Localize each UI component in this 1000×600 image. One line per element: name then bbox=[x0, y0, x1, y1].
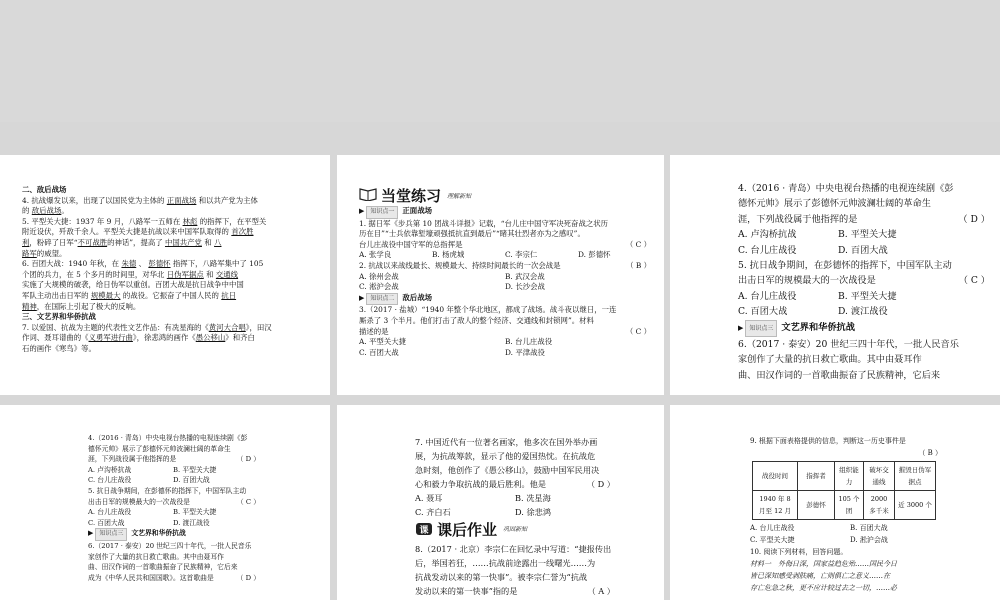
question-7: 7. 中国近代有一位著名画家，他多次在国外举办画 bbox=[415, 437, 598, 447]
knowledge-point-header: ▶ 知识点二 敌后战场 bbox=[359, 293, 659, 306]
table-header-cell: 摧毁日伪军据点 bbox=[895, 462, 936, 491]
answer-choice: （ D ） bbox=[958, 213, 990, 225]
question-9: 9. 根据下面表格提供的信息，判断这一历史事件是 bbox=[750, 437, 906, 445]
page-panel-6: 9. 根据下面表格提供的信息，判断这一历史事件是 （ B ） 战役时间 指挥者 组织能力 破坏交通线 摧毁日伪军据点 1940 年 8 月至 12 月 彭德怀 105 个团 2000 多千米 近 3000 个 A. 台儿庄战役 B. 百团大战 C. 平型关大捷 D. 淞沪会战 10. 阅读下列材料，回答问题。 材料一 外侮日深，国家益趋危殆……国民今日 皆已深知感受剥肤痛，亡则俱亡之意义……在 存亡危急之秋，更不应计较过去之一切，……必 bbox=[670, 405, 1000, 600]
options: C. 台儿庄战役 D. 百团大战 bbox=[88, 476, 210, 485]
table-header-row bbox=[753, 462, 936, 491]
answer-choice: （ B ） bbox=[918, 449, 942, 457]
table-header-cell: 破坏交通线 bbox=[864, 462, 895, 491]
question-2: 2. 抗战以来战线最长、规模最大、持续时间最长的一次会战是 （ B ） bbox=[359, 260, 651, 270]
answer-blank: 规模最大 bbox=[90, 290, 121, 300]
options: C. 百团大战 D. 平津战役 bbox=[359, 347, 545, 357]
data-table bbox=[752, 461, 936, 520]
options: A. 聂耳 B. 冼星海 bbox=[415, 493, 551, 503]
homework-icon bbox=[415, 521, 433, 539]
answer-blank: 敌后战场 bbox=[31, 206, 62, 216]
answer-choice: （ D ） bbox=[236, 455, 260, 464]
answer-choice: （ B ） bbox=[626, 260, 651, 270]
answer-blank: 路军 bbox=[22, 248, 37, 258]
question-8: 8.（2017 · 北京）李宗仁在回忆录中写道：“捷报传出 bbox=[415, 544, 612, 554]
answer-choice: （ C ） bbox=[236, 497, 260, 506]
answer-blank: 中国共产党 bbox=[164, 237, 202, 247]
knowledge-point-header: ▶ 知识点一 正面战场 bbox=[359, 206, 659, 219]
answer-choice: （ A ） bbox=[587, 586, 615, 596]
table-header-cell: 指挥者 bbox=[798, 462, 835, 491]
answer-blank: 黄河大合唱 bbox=[208, 322, 246, 332]
options: A. 张学良 B. 杨虎城 C. 李宗仁 D. 彭德怀 bbox=[359, 250, 611, 260]
answer-blank: 首次胜 bbox=[231, 227, 254, 237]
practice-heading: 当堂练习 理解新知 bbox=[359, 185, 471, 206]
svg-text:课: 课 bbox=[419, 526, 429, 536]
options: A. 台儿庄战役 B. 平型关大捷 bbox=[738, 290, 897, 302]
table-cell: 2000 多千米 bbox=[864, 491, 895, 520]
answer-blank: 林彪 bbox=[182, 216, 198, 226]
knowledge-point-header: ▶ 知识点三 文艺界和华侨抗战 bbox=[738, 320, 994, 337]
material-one: 材料一 外侮日深，国家益趋危殆……国民今日 bbox=[750, 560, 897, 568]
page-panel-2: 当堂练习 理解新知 ▶ 知识点一 正面战场 1. 据日军《步兵第 10 团战斗详报》记载，“台儿庄中国守军决死奋战之状历 历在目”“士兵依靠堑壕顽强抵抗直到最后”“睹其壮烈者亦为之感叹”。 台儿庄战役中国守军的总指挥是 （ C ） A. 张学良 B. 杨虎城 C. 李宗仁 D. 彭德怀 2. 抗战以来战线最长、规模最大、持续时间最长的一次会战是 （ B ） A. 徐州会战 B. 武汉会战 C. 淞沪会战 D. 长沙会战 ▶ 知识点二 敌后战场 3.（2017 · 盐城）“1940 年整个华北地区，都成了战场。战斗夜以继日，一连 厮杀了 3 个半月。他们打击了敌人的整个经济、交通线和封锁网”。材料 描述的是 （ C ） A. 平型关大捷 B. 台儿庄战役 C. 百团大战 D. 平津战役 bbox=[337, 155, 664, 395]
table-row bbox=[753, 491, 936, 520]
homework-heading: 课 课后作业 巩固新知 bbox=[415, 521, 527, 539]
question-5: 5. 抗日战争期间，在彭德怀的指挥下，中国军队主动 bbox=[738, 260, 952, 272]
table-cell: 彭德怀 bbox=[798, 491, 835, 520]
top-blank-area bbox=[0, 0, 1000, 122]
question-5: 5. 抗日战争期间，在彭德怀的指挥下，中国军队主动 bbox=[88, 486, 247, 495]
table-cell: 1940 年 8 月至 12 月 bbox=[753, 491, 798, 520]
options: A. 台儿庄战役 B. 平型关大捷 bbox=[88, 508, 217, 517]
section-heading: 三、文艺界和华侨抗战 bbox=[22, 312, 96, 322]
knowledge-point-header: ▶ 知识点三 文艺界和华侨抗战 bbox=[88, 528, 323, 541]
page-panel-1: 二、敌后战场 4. 抗战爆发以来，出现了以国民党为主体的 正面战场 和以共产党为主体 的 敌后战场。 5. 平型关大捷：1937 年 9 月，八路军一五师在 林彪 的指挥下，在平型关 附近设伏，歼敌千余人。平型关大捷是抗战以来中国军队取得的 首次胜 利，粉碎了日军“不可战胜的神话”，提高了 中国共产党 和 八 路军的威望。 6. 百团大战：1940 年秋，在 朱德 、 彭德怀 指挥下，八路军集中了 105 个团的兵力，在 5 个多月的时间里，对华北 日伪军据点 和 交通线 实施了大规模的破袭，给日伪军以重创。百团大战是抗日战争中中国 军队主动出击日军的 规模最大 的战役。它振奋了中国人民的 抗日 精神，在国际上引起了极大的反响。 三、文艺界和华侨抗战 7. 以爱国、抗战为主题的代表性文艺作品：有冼星海的《黄河大合唱》，田汉 作词、聂耳谱曲的《义勇军进行曲》，徐悲鸿的画作《愚公移山》和齐白 石的画作《寒鸟》等。 bbox=[0, 155, 330, 395]
options: C. 淞沪会战 D. 长沙会战 bbox=[359, 282, 545, 292]
answer-blank: 抗日 bbox=[221, 290, 237, 300]
answer-blank: 朱德 bbox=[121, 259, 137, 269]
answer-choice: （ D ） bbox=[236, 573, 260, 582]
options: C. 百团大战 D. 渡江战役 bbox=[88, 518, 210, 527]
answer-blank: 义勇军进行曲 bbox=[88, 333, 133, 343]
question-10: 10. 阅读下列材料，回答问题。 bbox=[750, 548, 848, 556]
question-1: 1. 据日军《步兵第 10 团战斗详报》记载，“台儿庄中国守军决死奋战之状历 bbox=[359, 218, 609, 228]
options: C. 齐白石 D. 徐悲鸿 bbox=[415, 507, 552, 517]
page-panel-5: 7. 中国近代有一位著名画家，他多次在国外举办画 展，为抗战筹款，显示了他的爱国热忱。在抗战危 急时刻，他创作了《愚公移山》，鼓励中国军民用决 心和毅力争取抗战的最后胜利。他是 （ D ） A. 聂耳 B. 冼星海 C. 齐白石 D. 徐悲鸿 课 课后作业 巩固新知 8.（2017 · 北京）李宗仁在回忆录中写道：“捷报传出 后，举国若狂，……抗战前途露出一线曙光……为 抗战发动以来的第一快事”。被李宗仁誉为“抗战 发动以来的第一快事”指的是 （ A ） bbox=[337, 405, 664, 600]
table-cell: 近 3000 个 bbox=[895, 491, 936, 520]
page-panel-4: 4.（2016 · 青岛）中央电视台热播的电视连续剧《彭 德怀元帅》展示了彭德怀元帅波澜壮阔的革命生 涯，下列战役属于他指挥的是 （ D ） A. 卢沟桥抗战 B. 平型关大捷 C. 台儿庄战役 D. 百团大战 5. 抗日战争期间，在彭德怀的指挥下，中国军队主动 出击日军的规模最大的一次战役是 （ C ） A. 台儿庄战役 B. 平型关大捷 C. 百团大战 D. 渡江战役 ▶ 知识点三 文艺界和华侨抗战 6.（2017 · 泰安）20 世纪三四十年代，一批人民音乐 家创作了大量的抗日救亡歌曲。其中由聂耳作 曲、田汉作词的一首歌曲振奋了民族精神，它后来 成为《中华人民共和国国歌》。这首歌曲是 （ D ） bbox=[0, 405, 330, 600]
question-5: 5. 平型关大捷：1937 年 9 月，八路军一五师在 林彪 的指挥下，在平型关 bbox=[22, 216, 267, 226]
question-4: 4.（2016 · 青岛）中央电视台热播的电视连续剧《彭 bbox=[738, 183, 954, 194]
section-heading: 二、敌后战场 bbox=[22, 185, 67, 194]
table-cell: 105 个团 bbox=[835, 491, 864, 520]
options: C. 台儿庄战役 D. 百团大战 bbox=[738, 244, 888, 256]
options: A. 平型关大捷 B. 台儿庄战役 bbox=[359, 337, 553, 347]
answer-choice: （ C ） bbox=[958, 275, 990, 287]
answer-blank: 不可战胜 bbox=[77, 237, 108, 247]
answer-choice: （ D ） bbox=[586, 479, 615, 489]
knowledge-badge: 知识点三 bbox=[745, 320, 777, 337]
question-6: 6.（2017 · 泰安）20 世纪三四十年代，一批人民音乐 bbox=[738, 339, 959, 351]
knowledge-badge: 知识点一 bbox=[366, 206, 398, 219]
options: A. 徐州会战 B. 武汉会战 bbox=[359, 271, 545, 281]
question-6: 6. 百团大战：1940 年秋，在 朱德 、 彭德怀 指挥下，八路军集中了 105 bbox=[22, 259, 264, 269]
answer-blank: 交通线 bbox=[215, 269, 239, 279]
answer-blank: 日伪军据点 bbox=[166, 269, 204, 279]
book-icon bbox=[359, 187, 377, 205]
question-6: 6.（2017 · 泰安）20 世纪三四十年代，一批人民音乐 bbox=[88, 541, 252, 550]
table-header-cell: 组织能力 bbox=[835, 462, 864, 491]
knowledge-badge: 知识点三 bbox=[95, 528, 127, 541]
knowledge-badge: 知识点二 bbox=[366, 293, 398, 306]
options: A. 卢沟桥抗战 B. 平型关大捷 bbox=[738, 229, 897, 241]
answer-blank: 正面战场 bbox=[166, 195, 197, 205]
options: A. 卢沟桥抗战 B. 平型关大捷 bbox=[88, 465, 217, 474]
answer-choice: （ C ） bbox=[625, 239, 651, 249]
answer-blank: 彭德怀 bbox=[148, 259, 171, 269]
answer-choice: （ C ） bbox=[625, 326, 651, 336]
question-7: 7. 以爱国、抗战为主题的代表性文艺作品：有冼星海的《黄河大合唱》，田汉 bbox=[22, 322, 272, 332]
options: A. 台儿庄战役 B. 百团大战 bbox=[750, 524, 888, 532]
answer-blank: 愚公移山 bbox=[195, 333, 226, 343]
question-4: 4.（2016 · 青岛）中央电视台热播的电视连续剧《彭 bbox=[88, 434, 248, 442]
table-header-cell: 战役时间 bbox=[753, 462, 798, 491]
question-3: 3.（2017 · 盐城）“1940 年整个华北地区，都成了战场。战斗夜以继日，一连 bbox=[359, 305, 617, 315]
options: C. 平型关大捷 D. 淞沪会战 bbox=[750, 536, 888, 544]
page-panel-3: 4.（2016 · 青岛）中央电视台热播的电视连续剧《彭 德怀元帅》展示了彭德怀元帅波澜壮阔的革命生 涯，下列战役属于他指挥的是 （ D ） A. 卢沟桥抗战 B. 平型关大捷 C. 台儿庄战役 D. 百团大战 5. 抗日战争期间，在彭德怀的指挥下，中国军队主动 出击日军的规模最大的一次战役是 （ C ） A. 台儿庄战役 B. 平型关大捷 C. 百团大战 D. 渡江战役 ▶ 知识点三 文艺界和华侨抗战 6.（2017 · 泰安）20 世纪三四十年代，一批人民音乐 家创作了大量的抗日救亡歌曲。其中由聂耳作 曲、田汉作词的一首歌曲振奋了民族精神，它后来 bbox=[670, 155, 1000, 395]
options: C. 百团大战 D. 渡江战役 bbox=[738, 306, 888, 318]
question-4: 4. 抗战爆发以来，出现了以国民党为主体的 正面战场 和以共产党为主体 bbox=[22, 195, 258, 205]
